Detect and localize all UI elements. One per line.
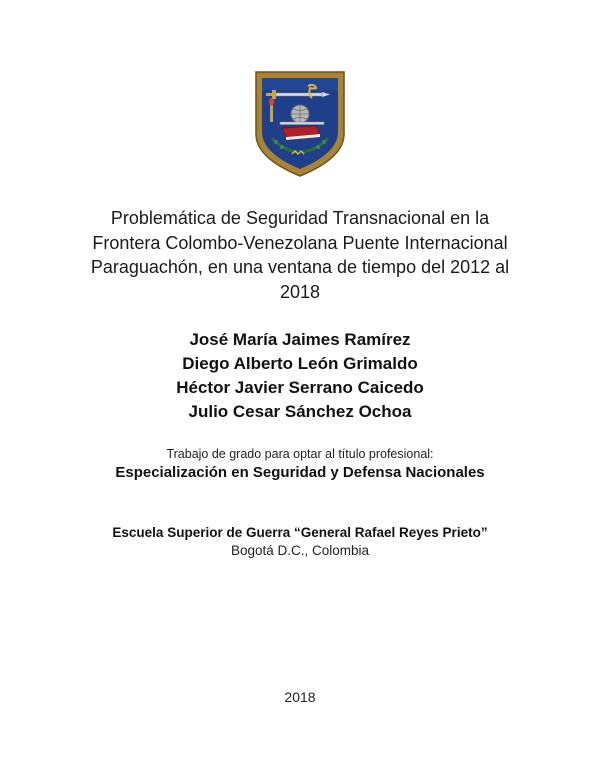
author-name: Diego Alberto León Grimaldo [182, 354, 418, 373]
degree-intro: Trabajo de grado para optar al título profesional: [166, 447, 434, 461]
author-name: Julio Cesar Sánchez Ochoa [188, 402, 412, 421]
shield-emblem-icon [252, 70, 348, 178]
title-line: 2018 [279, 281, 321, 302]
title-line: Frontera Colombo-Venezolana Puente Internacional [92, 232, 508, 253]
title-line: Paraguachón, en una ventana de tiempo del 2012 al [90, 257, 510, 277]
document-year: 2018 [284, 689, 316, 705]
title-line: Problemática de Seguridad Transnacional en la [110, 208, 490, 228]
city-location: Bogotá D.C., Colombia [230, 543, 370, 558]
document-title [60, 206, 540, 304]
author-name: José María Jaimes Ramírez [189, 330, 411, 349]
author-name: Héctor Javier Serrano Caicedo [176, 378, 424, 397]
school-name: Escuela Superior de Guerra “General Rafael Reyes Prieto” [112, 525, 488, 540]
author-list [60, 328, 540, 424]
degree-title: Especialización en Seguridad y Defensa Nacionales [115, 464, 485, 481]
